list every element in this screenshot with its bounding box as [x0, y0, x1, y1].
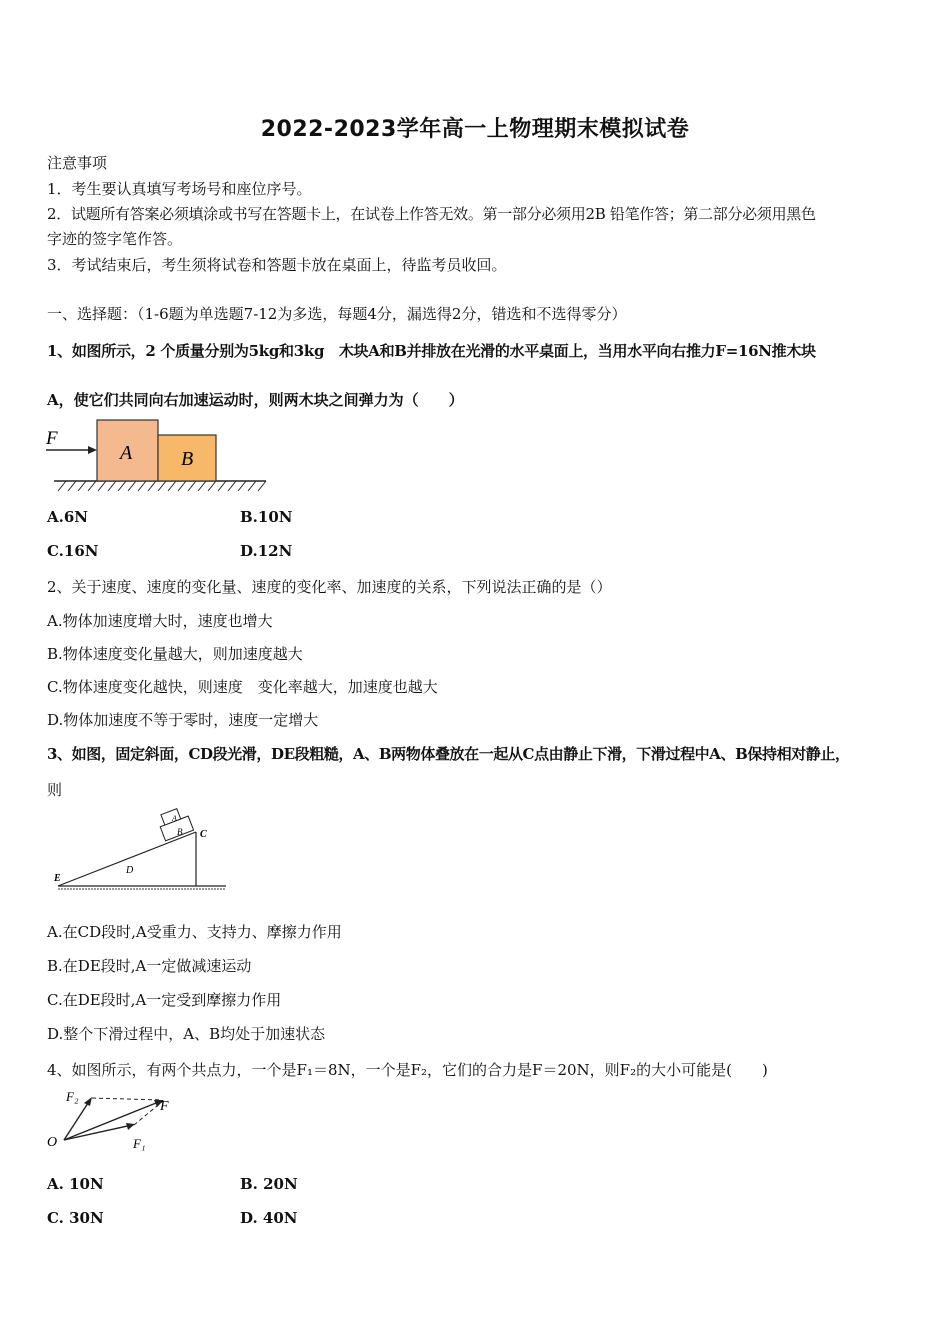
q1-stem-continued: A，使它们共同向右加速运动时，则两木块之间弹力为（ ） [47, 391, 464, 409]
q3-option-d[interactable]: D.整个下滑过程中，A、B均处于加速状态 [47, 1025, 326, 1043]
notice-item: 1．考生要认真填写考场号和座位序号。 [47, 180, 312, 198]
force-label: F [46, 428, 58, 449]
q3-stem: 3、如图，固定斜面，CD段光滑，DE段粗糙，A、B两物体叠放在一起从C点由静止下滑，下滑过程中A、B保持相对静止， [47, 745, 850, 763]
q1-option-d[interactable]: D.12N [240, 542, 293, 560]
q2-option-d[interactable]: D.物体加速度不等于零时，速度一定增大 [47, 711, 319, 729]
section-heading: 一、选择题：（1-6题为单选题7-12为多选，每题4分，漏选得2分，错选和不选得零分） [47, 305, 627, 323]
block-b-label: B [181, 448, 194, 470]
page-title: 2022-2023学年高一上物理期末模拟试卷 [260, 117, 690, 142]
q2-stem: 2、关于速度、速度的变化量、速度的变化率、加速度的关系，下列说法正确的是（） [47, 578, 612, 596]
q2-option-b[interactable]: B.物体速度变化量越大，则加速度越大 [47, 645, 303, 663]
label-e: E [54, 873, 61, 884]
label-c: C [200, 829, 207, 840]
q1-option-b[interactable]: B.10N [240, 508, 293, 526]
q4-option-b[interactable]: B. 20N [240, 1175, 298, 1193]
notice-item: 3．考试结束后，考生须将试卷和答题卡放在桌面上，待监考员收回。 [47, 256, 507, 274]
q1-figure-blocks [44, 416, 269, 498]
q4-stem: 4、如图所示，有两个共点力，一个是F₁＝8N，一个是F₂，它们的合力是F＝20N，则F₂的大小可能是( ) [47, 1061, 768, 1079]
q4-option-d[interactable]: D. 40N [240, 1209, 298, 1227]
block-a-label: A [120, 442, 133, 464]
q4-option-a[interactable]: A. 10N [47, 1175, 104, 1193]
notice-item: 字迹的签字笔作答。 [47, 230, 183, 248]
label-f2: F₂ [66, 1089, 79, 1104]
q1-option-a[interactable]: A.6N [47, 508, 89, 526]
label-b: B [177, 827, 183, 837]
q2-option-a[interactable]: A.物体加速度增大时，速度也增大 [47, 612, 273, 630]
q4-option-c[interactable]: C. 30N [47, 1209, 104, 1227]
q1-stem: 1、如图所示，2 个质量分别为5kg和3kg 木块A和B并排放在光滑的水平桌面上，当用水平向右推力F=16N推木块 [47, 342, 816, 360]
notice-item: 2．试题所有答案必须填涂或书写在答题卡上，在试卷上作答无效。第一部分必须用2B 铅笔作答；第二部分必须用黑色 [47, 205, 816, 223]
label-o: O [47, 1135, 58, 1150]
label-d: D [126, 865, 134, 876]
q4-figure-force-parallelogram [44, 1088, 184, 1158]
q3-stem-continued: 则 [47, 781, 63, 799]
q3-option-c[interactable]: C.在DE段时,A一定受到摩擦力作用 [47, 991, 282, 1009]
q1-option-c[interactable]: C.16N [47, 542, 99, 560]
q2-option-c[interactable]: C.物体速度变化越快，则速度 变化率越大，加速度也越大 [47, 678, 438, 696]
q3-option-b[interactable]: B.在DE段时,A一定做减速运动 [47, 957, 252, 975]
label-a: A [172, 814, 177, 823]
label-f: F [160, 1099, 169, 1114]
label-f1: F₁ [133, 1136, 146, 1151]
q3-figure-incline [44, 806, 234, 896]
notice-heading: 注意事项 [47, 154, 108, 172]
q3-option-a[interactable]: A.在CD段时,A受重力、支持力、摩擦力作用 [47, 923, 342, 941]
